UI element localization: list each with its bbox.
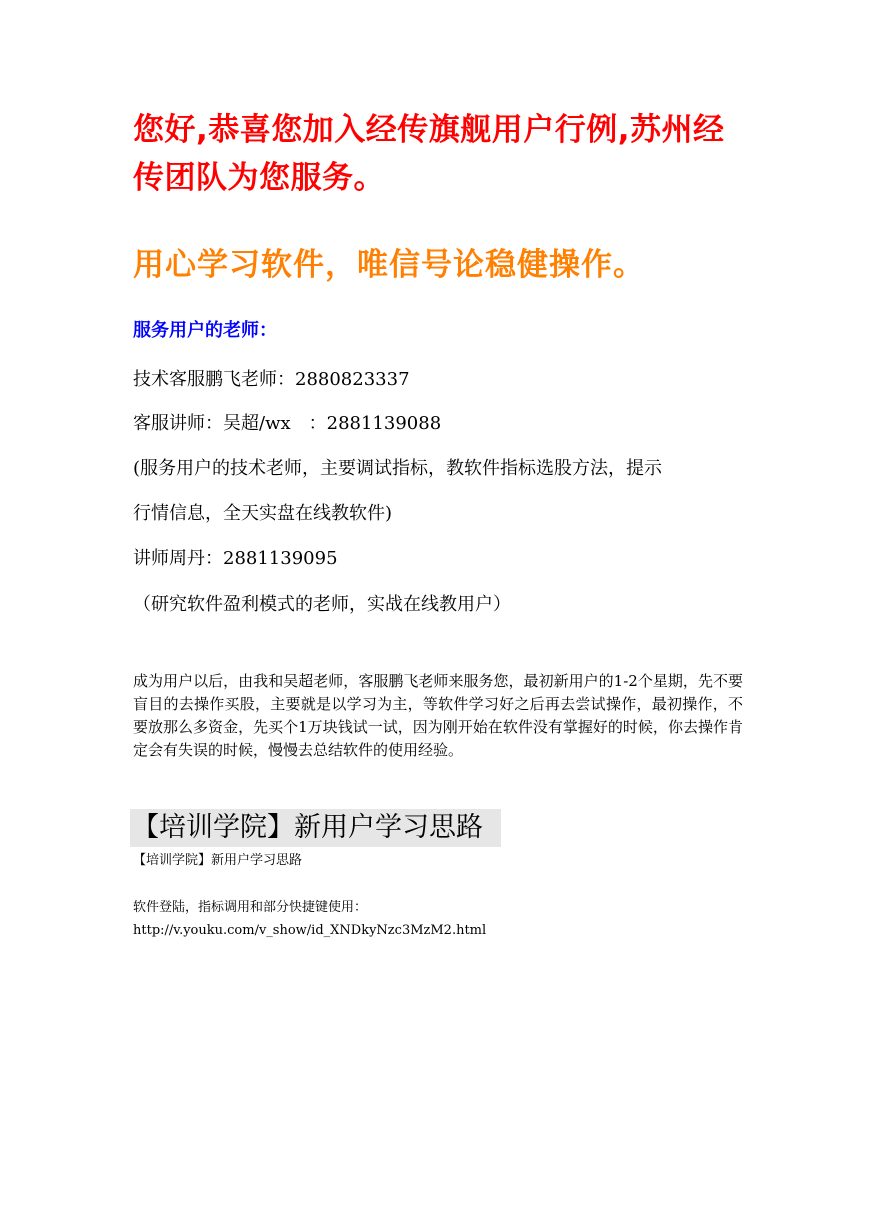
teachers-heading: 服务用户的老师： xyxy=(133,320,277,341)
login-note: 软件登陆，指标调用和部分快捷键使用： xyxy=(133,900,368,915)
lecturer-zhou-contact: 讲师周丹：2881139095 xyxy=(133,548,338,569)
motto-heading: 用心学习软件，唯信号论稳健操作。 xyxy=(133,247,645,283)
tech-support-contact: 技术客服鹏飞老师：2880823337 xyxy=(133,369,410,390)
welcome-line-1: 您好,恭喜您加入经传旗舰用户行例,苏州经 xyxy=(133,112,725,148)
lecturer-wu-description-line-1: (服务用户的技术老师，主要调试指标，教软件指标选股方法，提示 xyxy=(133,458,663,479)
course-subtitle: 【培训学院】新用户学习思路 xyxy=(133,853,303,868)
lecturer-zhou-description: （研究软件盈利模式的老师，实战在线教用户） xyxy=(133,594,511,615)
intro-paragraph: 成为用户以后，由我和吴超老师，客服鹏飞老师来服务您，最初新用户的1-2个星期，先不要盲目的去操作买股，主要就是以学习为主，等软件学习好之后再去尝试操作，最初操作，不要放那么多资金，先买个1万块钱试一试，因为刚开始在软件没有掌握好的时候，你去操作肯定会有失误的时候，慢慢去总结软件的使用经验。 xyxy=(133,672,743,759)
course-banner-heading: 【培训学院】新用户学习思路 xyxy=(130,809,501,847)
video-link[interactable]: http://v.youku.com/v_show/id_XNDkyNzc3MzM2.html xyxy=(133,923,487,938)
welcome-line-2: 传团队为您服务。 xyxy=(133,160,385,196)
welcome-heading xyxy=(133,106,743,202)
lecturer-wu-description-line-2: 行情信息，全天实盘在线教软件) xyxy=(133,503,393,524)
lecturer-wu-contact: 客服讲师：吴超/wx ：2881139088 xyxy=(133,413,442,434)
